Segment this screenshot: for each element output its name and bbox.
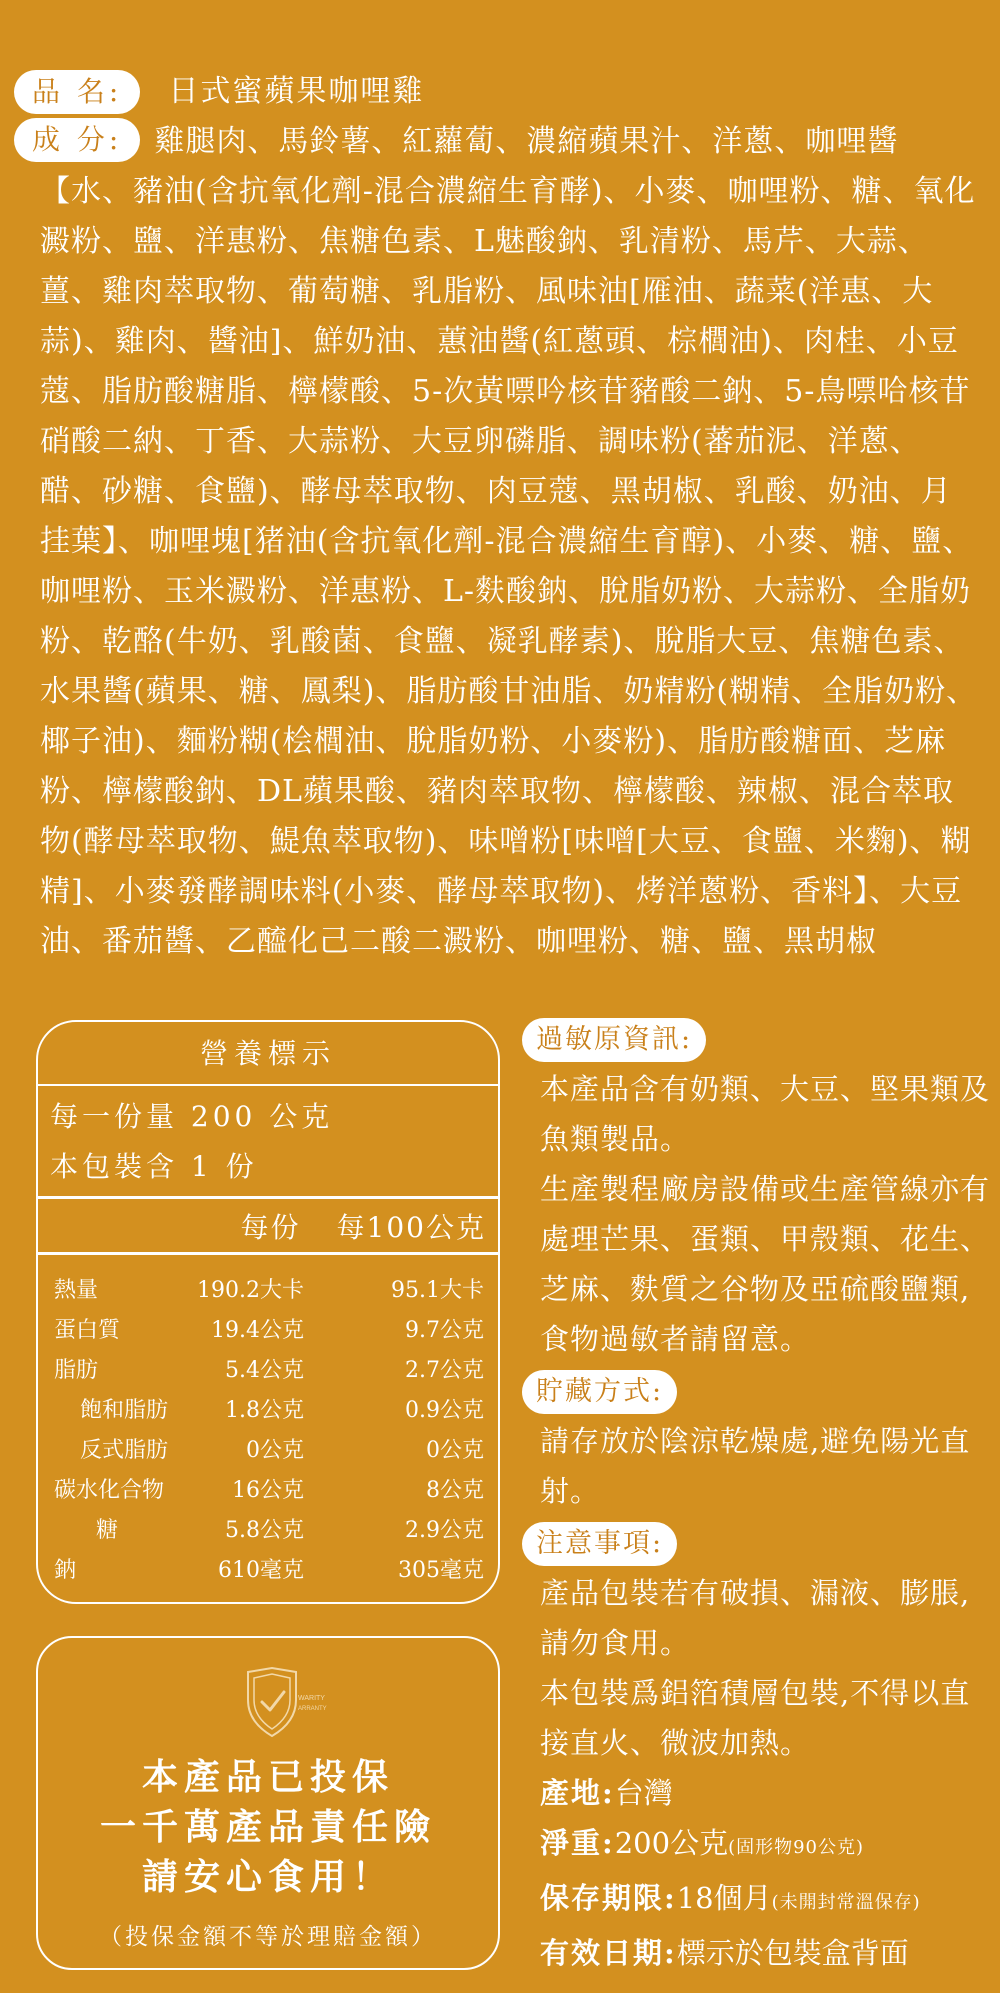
insurance-disclaimer: （投保金額不等於理賠金額） xyxy=(99,1924,437,1950)
notes-text-1: 產品包裝若有破損、漏液、膨脹,請勿食用。 xyxy=(540,1576,971,1660)
nutrition-title: 營養標示 xyxy=(38,1022,498,1086)
insurance-notice xyxy=(36,1636,500,1970)
nutrient-label: 鈉 xyxy=(54,1558,77,1583)
nutrition-row-sodium xyxy=(54,1551,486,1591)
ingredients-text: 雞腿肉、馬鈴薯、紅蘿蔔、濃縮蘋果汁、洋蔥、咖哩醬【水、豬油(含抗氧化劑-混合濃縮生育酵)、小麥、咖哩粉、糖、氧化澱粉、鹽、洋惠粉、焦糖色素、L魅酸鈉、乳清粉、馬芹、大蒜、薑、雞肉萃取物、葡萄糖、乳脂粉、風味油[雁油、蔬菜(洋惠、大蒜)、雞肉、醬油]、鮮奶油、蕙油醬(紅蔥頭、棕櫚油)、肉桂、小豆蔻、脂肪酸糖脂、檸檬酸、5-次黃嘌吟核苷豬酸二鈉、5-鳥嘌哈核苷硝酸二納、丁香、大蒜粉、大豆卵磷脂、調味粉(蕃茄泥、洋蔥、醋、砂糖、食鹽)、酵母萃取物、肉豆蔻、黑胡椒、乳酸、奶油、月挂葉】、咖哩塊[猪油(含抗氧化劑-混合濃縮生育醇)、小麥、糖、鹽、咖哩粉、玉米澱粉、洋惠粉、L-麩酸鈉、脫脂奶粉、大蒜粉、全脂奶粉、乾酪(牛奶、乳酸菌、食鹽、凝乳酵素)、脫脂大豆、焦糖色素、水果醬(蘋果、糖、鳳梨)、脂肪酸甘油脂、奶精粉(糊精、全脂奶粉、椰子油)、麵粉糊(桧櫚油、脫脂奶粉、小麥粉)、脂肪酸糖面、芝麻粉、檸檬酸鈉、DL蘋果酸、豬肉萃取物、檸檬酸、辣椒、混合萃取物(酵母萃取物、鯷魚萃取物)、味噌粉[味噌[大豆、食鹽、米麴)、糊精]、小麥發酵調味料(小麥、酵母萃取物)、烤洋蔥粉、香料】、大豆油、番茄醬、乙醯化己二酸二澱粉、咖哩粉、糖、鹽、黑胡椒 xyxy=(40,124,978,959)
nutrient-per-100g: 2.9公克 xyxy=(405,1518,484,1543)
nutrient-label: 脂肪 xyxy=(54,1358,99,1383)
insurance-message xyxy=(38,1752,498,1902)
net-weight-key: 淨重: xyxy=(540,1826,615,1860)
nutrition-row-sugar xyxy=(54,1511,486,1551)
storage-text: 請存放於陰涼乾燥處,避免陽光直射。 xyxy=(540,1424,971,1508)
allergen-label: 過敏原資訊: xyxy=(522,1018,706,1062)
nutrient-label: 反式脂肪 xyxy=(80,1438,169,1463)
nutrient-label: 糖 xyxy=(96,1518,119,1543)
nutrient-per-100g: 0.9公克 xyxy=(405,1398,484,1423)
servings-per-package: 本包裝含 1 份 xyxy=(50,1150,258,1183)
product-info-column xyxy=(522,1018,992,1978)
nutrient-per-serving: 16公克 xyxy=(232,1478,304,1503)
product-name-value: 日式蜜蘋果咖哩雞 xyxy=(168,74,425,109)
notes-text-2: 本包裝爲鋁箔積層包裝,不得以直接直火、微波加熱。 xyxy=(540,1676,971,1760)
notes-label: 注意事項: xyxy=(522,1522,677,1566)
nutrition-facts-table xyxy=(36,1020,500,1604)
storage-label: 貯藏方式: xyxy=(522,1370,677,1414)
nutrient-per-100g: 305毫克 xyxy=(398,1558,484,1583)
nutrition-column-headers xyxy=(38,1199,498,1255)
allergen-text-2: 生產製程廠房設備或生產管線亦有處理芒果、蛋類、甲殼類、花生、芝麻、麩質之谷物及亞硫酸鹽類,食物過敏者請留意。 xyxy=(540,1172,991,1356)
net-weight-solid: (固形物90公克) xyxy=(728,1837,865,1858)
nutrient-label: 熱量 xyxy=(54,1278,99,1303)
expiry-key: 有效日期: xyxy=(540,1936,677,1970)
origin-key: 產地: xyxy=(540,1776,615,1810)
net-weight-row xyxy=(522,1818,992,1873)
nutrient-per-serving: 5.8公克 xyxy=(225,1518,304,1543)
expiry-row xyxy=(522,1928,992,1978)
nutrient-per-serving: 0公克 xyxy=(246,1438,304,1463)
insurance-line-1: 本產品已投保 xyxy=(141,1756,394,1798)
nutrient-per-serving: 1.8公克 xyxy=(225,1398,304,1423)
nutrient-per-100g: 0公克 xyxy=(426,1438,484,1463)
expiry-value: 標示於包裝盒背面 xyxy=(676,1936,909,1970)
net-weight-value: 200公克 xyxy=(614,1826,729,1860)
nutrient-per-100g: 8公克 xyxy=(426,1478,484,1503)
shelf-life-key: 保存期限: xyxy=(540,1881,677,1915)
nutrition-serving-info xyxy=(38,1086,498,1199)
insurance-line-2: 一千萬產品責任險 xyxy=(99,1806,436,1848)
nutrient-per-serving: 5.4公克 xyxy=(225,1358,304,1383)
allergen-text-1: 本產品含有奶類、大豆、堅果類及魚類製品。 xyxy=(540,1072,991,1156)
ingredients-block xyxy=(32,117,980,967)
shelf-life-value: 18個月 xyxy=(676,1881,772,1915)
nutrient-label: 蛋白質 xyxy=(54,1318,121,1343)
nutrition-rows xyxy=(38,1255,498,1591)
nutrient-per-100g: 2.7公克 xyxy=(405,1358,484,1383)
nutrition-row-carbohydrate xyxy=(54,1471,486,1511)
origin-value: 台灣 xyxy=(614,1776,673,1810)
nutrition-row-protein xyxy=(54,1311,486,1351)
nutrient-per-serving: 19.4公克 xyxy=(211,1318,304,1343)
nutrient-per-100g: 95.1大卡 xyxy=(391,1278,484,1303)
ingredients-label: 成 分: xyxy=(14,118,140,162)
nutrition-row-trans-fat xyxy=(54,1431,486,1471)
nutrient-label: 飽和脂肪 xyxy=(80,1398,169,1423)
warranty-shield-icon xyxy=(218,1666,330,1738)
nutrition-row-fat xyxy=(54,1351,486,1391)
nutrition-row-saturated-fat xyxy=(54,1391,486,1431)
warranty-logo-text-2: ARRANTY xyxy=(298,1706,327,1712)
insurance-line-3: 請安心食用！ xyxy=(141,1856,394,1898)
nutrient-per-serving: 190.2大卡 xyxy=(197,1278,304,1303)
shelf-life-row xyxy=(522,1873,992,1928)
col-per-100g: 每100公克 xyxy=(336,1210,486,1244)
product-name-label: 品 名: xyxy=(14,70,140,114)
origin-row xyxy=(522,1768,992,1818)
col-per-serving: 每份 xyxy=(240,1210,301,1244)
nutrition-row-energy xyxy=(54,1271,486,1311)
nutrient-label: 碳水化合物 xyxy=(54,1478,165,1503)
nutrient-per-100g: 9.7公克 xyxy=(405,1318,484,1343)
serving-size: 每一份量 200 公克 xyxy=(50,1100,334,1133)
product-name-row xyxy=(14,70,424,114)
shelf-life-note: (未開封常溫保存) xyxy=(771,1892,921,1913)
warranty-logo-text-1: WARITY xyxy=(298,1695,325,1702)
nutrient-per-serving: 610毫克 xyxy=(218,1558,304,1583)
